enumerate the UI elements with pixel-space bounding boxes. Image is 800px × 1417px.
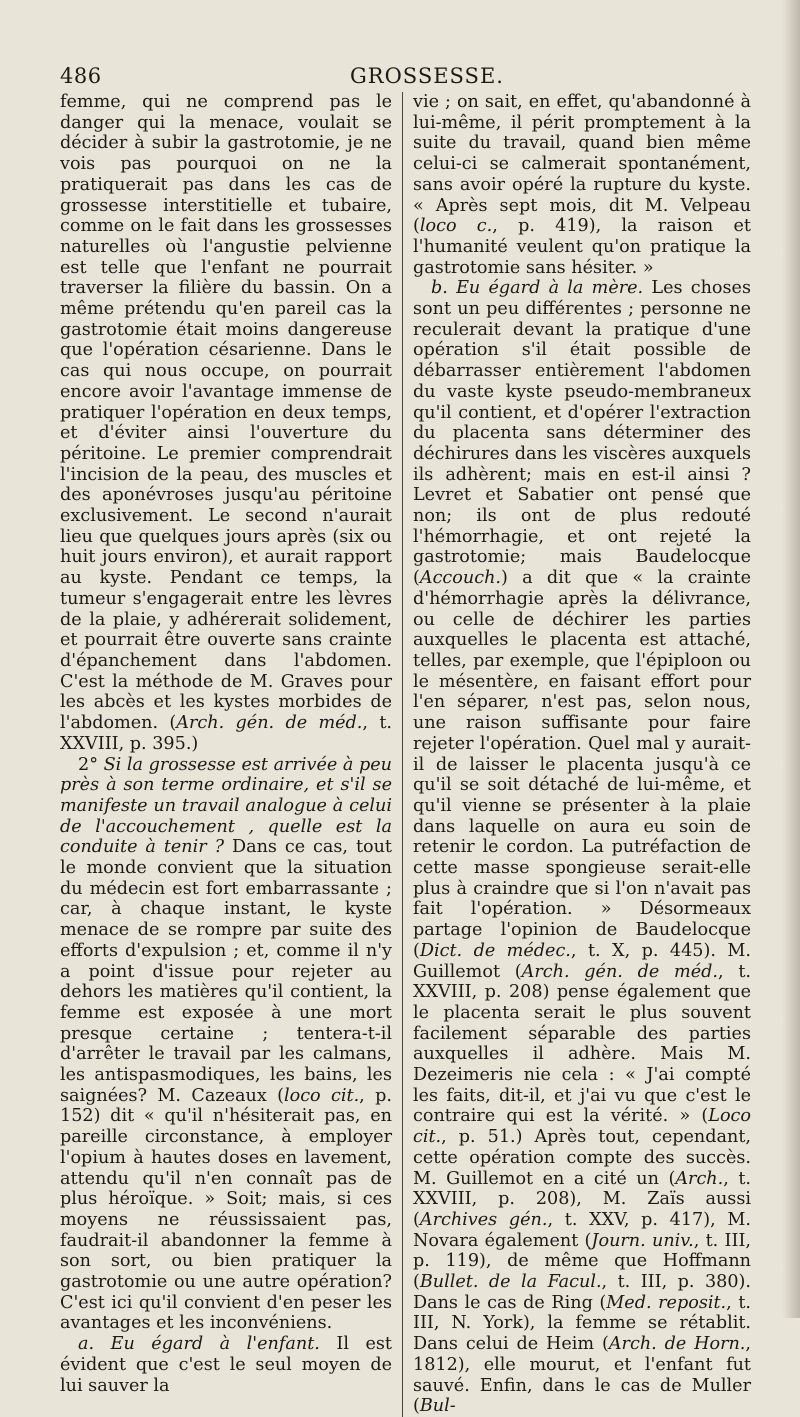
subsection-b-heading: b. Eu égard à la mère.: [431, 278, 644, 299]
left-paragraph-2: 2° Si la grossesse est arrivée à peu près à son terme ordinaire, et s'il se manifeste un travail analogue à celui de l'accouchement , quelle est la conduite à tenir ? Dans ce cas, tout le monde convient que la situation du médecin est fort embarrassante ; car, à chaque instant, le kyste menace de se rompre par suite des efforts d'expulsion ; et, comme il n'y a point d'issue pour rejeter au dehors les matières qu'il contient, la femme est exposée à une mort presque certaine ; tentera-t-il d'arrêter le travail par les calmans, les antispasmodiques, les bains, les saignées? M. Cazeaux (loco cit., p. 152) dit « qu'il n'hésiterait pas, en pareille circonstance, à employer l'opium à hautes doses en lavement, attendu qu'il n'en connaît pas de plus héroïque. » Soit; mais, si ces moyens ne réussissaient pas, faudrait-il abandonner la femme à son sort, ou bien pratiquer la gastrotomie ou une autre opération? C'est ici qu'il convient d'en peser les avantages et les inconvéniens.: [60, 754, 393, 1334]
text-columns: [60, 92, 786, 1417]
right-paragraph-2: b. Eu égard à la mère. Les choses sont un peu différentes ; personne ne reculerait devant la pratique d'une opération s'il était possible de débarrasser entièrement l'abdomen du vaste kyste pseudo-membraneux qu'il contient, et d'opérer l'extraction du placenta sans déterminer des déchirures dans les viscères auxquels ils adhèrent; mais en est-il ainsi ? Levret et Sabatier ont pensé que non; ils ont de plus redouté l'hémorrhagie, et ont rejeté la gastrotomie; mais Baudelocque (Accouch.) a dit que « la crainte d'hémorrhagie après la délivrance, ou celle de déchirer les parties auxquelles le placenta est attaché, telles, par exemple, que l'épiploon ou le mésentère, en faisant effort pour l'en séparer, n'est pas, selon nous, une raison suffisante pour faire rejeter l'opération. Quel mal y aurait-il de laisser le placenta jusqu'à ce qu'il se soit détaché de lui-même, et qu'il vienne se présenter à la plaie dans laquelle on aura eu soin de retenir le cordon. La putréfaction de cette masse spongieuse serait-elle plus à craindre que si l'on n'avait pas fait l'opération. » Désormeaux partage l'opinion de Baudelocque (Dict. de médec., t. X, p. 445). M. Guillemot (Arch. gén. de méd., t. XXVIII, p. 208) pense également que le placenta serait le plus souvent facilement séparable des parties auxquelles il adhère. Mais M. Dezeimeris nie cela : « J'ai compté les faits, dit-il, et j'ai vu que c'est le contraire qui est la vérité. » (Loco cit., p. 51.) Après tout, cependant, cette opération compte des succès. M. Guillemot en a cité un (Arch., t. XXVIII, p. 208), M. Zaïs aussi (Archives gén., t. XXV, p. 417), M. Novara également (Journ. univ., t. III, p. 119), de même que Hoffmann (Bullet. de la Facul., t. III, p. 380). Dans le cas de Ring (Med. reposit., t. III, N. York), la femme se rétablit. Dans celui de Heim (Arch. de Horn., 1812), elle mourut, et l'enfant fut sauvé. Enfin, dans le cas de Muller (Bul-: [413, 278, 751, 1417]
left-column: [60, 92, 402, 1417]
running-title: GROSSESSE.: [350, 64, 504, 88]
question-heading: Si la grossesse est arrivée à peu près à son terme ordinaire, et s'il se manifeste un travail analogue à celui de l'accouchement , quelle est la conduite à tenir ?: [60, 754, 392, 858]
right-paragraph-1: vie ; on sait, en effet, qu'abandonné à lui-même, il périt promptement à la suite du travail, quand bien même celui-ci se calmerait spontanément, sans avoir opéré la rupture du kyste. « Après sept mois, dit M. Velpeau (loco c., p. 419), la raison et l'humanité veulent qu'on pratique la gastrotomie sans hésiter. »: [413, 92, 751, 278]
subsection-a-heading: a. Eu égard à l'enfant.: [78, 1334, 320, 1355]
right-column: [403, 92, 751, 1417]
page-header: [60, 56, 786, 92]
left-paragraph-1: femme, qui ne comprend pas le danger qui la menace, voulait se décider à subir la gastrotomie, je ne vois pas pourquoi on ne la pratiquerait pas dans les cas de grossesse interstitielle et tubaire, comme on le fait dans les grossesses naturelles où l'angustie pelvienne est telle que l'enfant ne pourrait traverser la filière du bassin. On a même prétendu qu'en pareil cas la gastrotomie était moins dangereuse que l'opération césarienne. Dans le cas qui nous occupe, on pourrait encore avoir l'avantage immense de pratiquer l'opération en deux temps, et d'éviter ainsi l'ouverture du péritoine. Le premier comprendrait l'incision de la peau, des muscles et des aponévroses jusqu'au péritoine exclusivement. Le second n'aurait lieu que quelques jours après (six ou huit jours environ), et aurait rapport au kyste. Pendant ce temps, la tumeur s'engagerait entre les lèvres de la plaie, y adhérerait solidement, et pourrait être ouverte sans crainte d'épanchement dans l'abdomen. C'est la méthode de M. Graves pour les abcès et les kystes morbides de l'abdomen. (Arch. gén. de méd., t. XXVIII, p. 395.): [60, 92, 392, 754]
page-edge-shadow: [782, 0, 800, 1318]
page-number: 486: [60, 64, 102, 88]
left-paragraph-3: a. Eu égard à l'enfant. Il est évident que c'est le seul moyen de lui sauver la: [60, 1334, 393, 1396]
